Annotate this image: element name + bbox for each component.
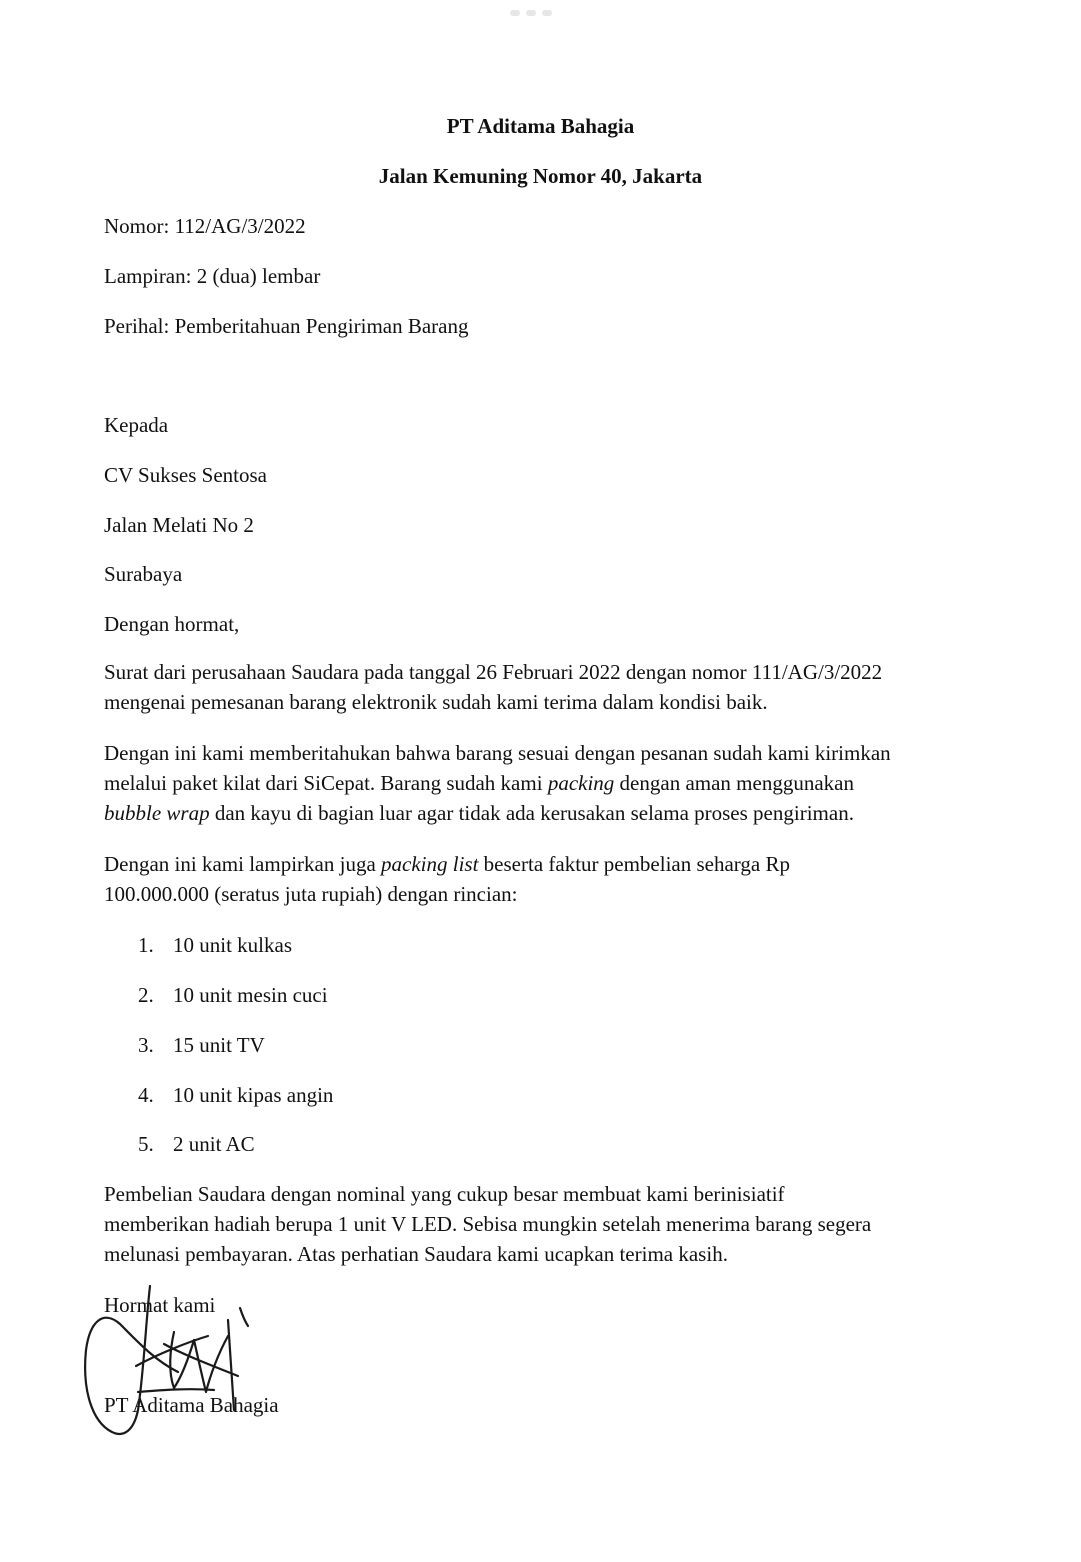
paragraph-4-line-3: melunasi pembayaran. Atas perhatian Saudara kami ucapkan terima kasih. — [104, 1242, 728, 1266]
list-item: 3. 15 unit TV — [138, 1033, 265, 1057]
paragraph-3-line-1: Dengan ini kami lampirkan juga packing list beserta faktur pembelian seharga Rp — [104, 852, 790, 876]
recipient-name: CV Sukses Sentosa — [104, 463, 267, 487]
list-item: 1. 10 unit kulkas — [138, 933, 292, 957]
term-bubble-wrap: bubble wrap — [104, 801, 210, 825]
paragraph-4-line-2: memberikan hadiah berupa 1 unit V LED. Sebisa mungkin setelah menerima barang segera — [104, 1212, 872, 1236]
paragraph-1-line-2: mengenai pemesanan barang elektronik sudah kami terima dalam kondisi baik. — [104, 690, 768, 714]
paragraph-1 — [104, 657, 984, 717]
closing-salutation: Hormat kami — [104, 1293, 216, 1317]
handwritten-signature — [78, 1280, 278, 1440]
paragraph-2-line-2: melalui paket kilat dari SiCepat. Barang sudah kami packing dengan aman menggunakan — [104, 771, 854, 795]
paragraph-2 — [104, 738, 984, 828]
company-name: PT Aditama Bahagia — [446, 114, 635, 138]
list-item: 2. 10 unit mesin cuci — [138, 983, 328, 1007]
greeting: Dengan hormat, — [104, 612, 240, 636]
letter-number: Nomor: 112/AG/3/2022 — [104, 214, 306, 238]
term-packing-list: packing list — [381, 852, 479, 876]
top-scroll-indicator — [510, 0, 562, 4]
paragraph-1-line-1: Surat dari perusahaan Saudara pada tanggal 26 Februari 2022 dengan nomor 111/AG/3/2022 — [104, 660, 883, 684]
company-address: Jalan Kemuning Nomor 40, Jakarta — [378, 164, 703, 188]
recipient-city: Surabaya — [104, 562, 183, 586]
paragraph-4-line-1: Pembelian Saudara dengan nominal yang cukup besar membuat kami berinisiatif — [104, 1182, 785, 1206]
subject-line: Perihal: Pemberitahuan Pengiriman Barang — [104, 314, 469, 338]
signatory-name: PT Aditama Bahagia — [104, 1393, 279, 1417]
recipient-street: Jalan Melati No 2 — [104, 513, 254, 537]
list-item: 5. 2 unit AC — [138, 1132, 255, 1156]
paragraph-4 — [104, 1179, 984, 1269]
attachment-line: Lampiran: 2 (dua) lembar — [104, 264, 321, 288]
paragraph-2-line-1: Dengan ini kami memberitahukan bahwa barang sesuai dengan pesanan sudah kami kirimkan — [104, 741, 891, 765]
recipient-kepada: Kepada — [104, 413, 169, 437]
paragraph-3 — [104, 849, 984, 909]
paragraph-3-line-2: 100.000.000 (seratus juta rupiah) dengan rincian: — [104, 882, 518, 906]
list-item: 4. 10 unit kipas angin — [138, 1083, 334, 1107]
paragraph-2-line-3: bubble wrap dan kayu di bagian luar agar tidak ada kerusakan selama proses pengiriman. — [104, 801, 854, 825]
term-packing: packing — [547, 771, 615, 795]
